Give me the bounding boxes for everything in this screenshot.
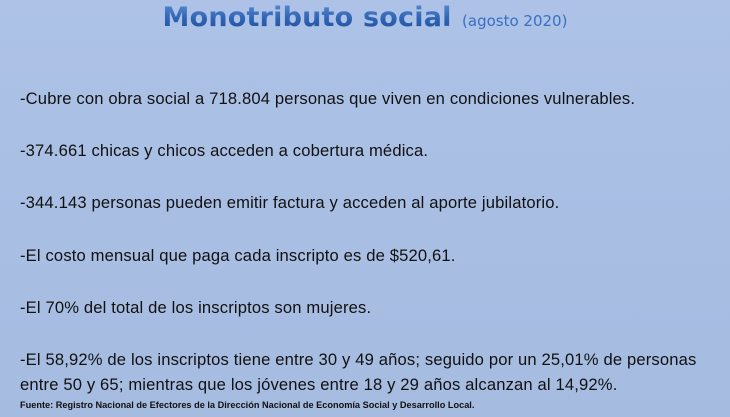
fact-line-6-part-2: entre 50 y 65; mientras que los jóvenes entre 18 y 29 años alcanzan al 14,92%.: [20, 375, 618, 394]
title-row: [0, 2, 730, 42]
fact-line-3: -344.143 personas pueden emitir factura y acceden al aporte jubilatorio.: [20, 193, 560, 212]
page-subtitle: (agosto 2020): [462, 12, 568, 30]
source-note: Fuente: Registro Nacional de Efectores de la Dirección Nacional de Economía Social y Desarrollo Local.: [20, 400, 475, 410]
page-title: Monotributo social: [162, 2, 452, 33]
fact-line-6-part-1: -El 58,92% de los inscriptos tiene entre 30 y 49 años; seguido por un 25,01% de personas: [20, 350, 697, 369]
fact-line-4: -El costo mensual que paga cada inscripto es de $520,61.: [20, 246, 456, 265]
fact-line-2: -374.661 chicas y chicos acceden a cobertura médica.: [20, 141, 429, 160]
fact-line-5: -El 70% del total de los inscriptos son mujeres.: [20, 298, 372, 317]
fact-line-1: -Cubre con obra social a 718.804 personas que viven en condiciones vulnerables.: [20, 89, 636, 108]
